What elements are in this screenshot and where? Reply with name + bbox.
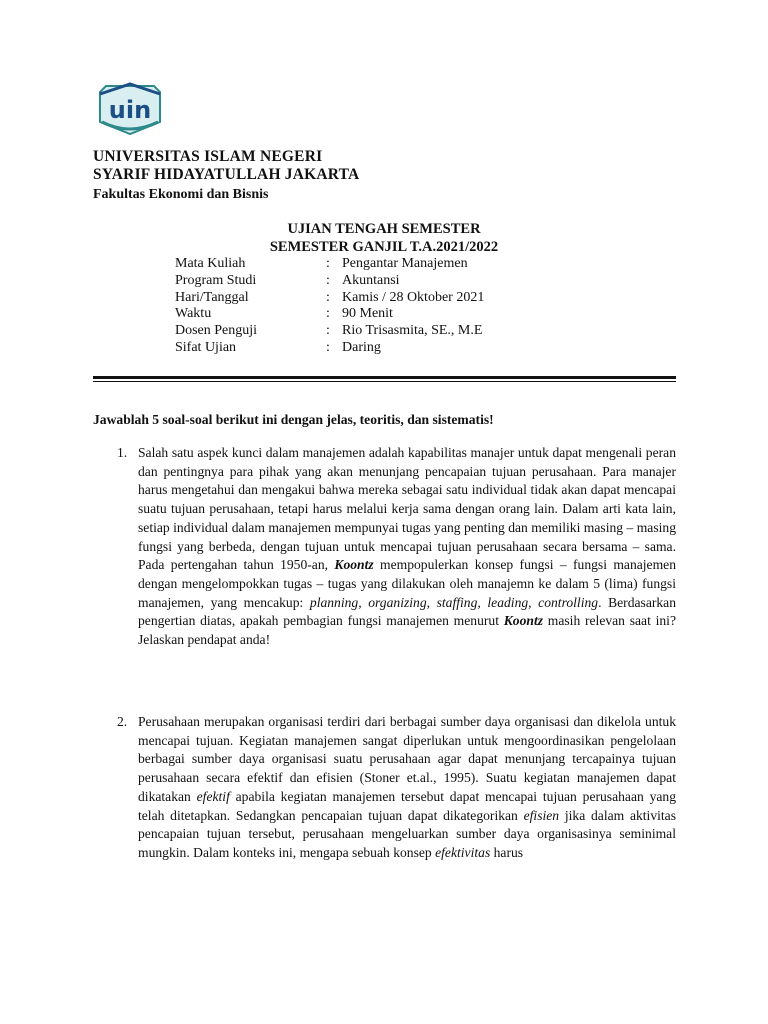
info-separator: : bbox=[326, 323, 330, 339]
university-name-line2: SYARIF HIDAYATULLAH JAKARTA bbox=[93, 166, 360, 183]
info-label: Sifat Ujian bbox=[175, 339, 237, 355]
question-2 bbox=[117, 713, 676, 863]
info-row bbox=[175, 256, 484, 273]
exam-info-table bbox=[175, 256, 484, 357]
info-row bbox=[175, 273, 484, 290]
koontz-name: Koontz bbox=[503, 613, 544, 629]
koontz-name: Koontz bbox=[334, 557, 374, 573]
info-separator: : bbox=[326, 272, 330, 288]
uin-logo-graphic bbox=[96, 82, 164, 136]
exam-title-line2: SEMESTER GANJIL T.A.2021/2022 bbox=[269, 239, 499, 255]
info-label: Waktu bbox=[175, 306, 212, 322]
question-number: 2. bbox=[117, 714, 128, 729]
question-text-part: Perusahaan merupakan organisasi terdiri dari berbagai sumber daya organisasi dan dikelola untuk mencapai tujuan. Kegiatan manajemen sangat diperlukan untuk mengoordinasikan pengelolaan berbagai sumber daya organisasi suatu perusahaan agar dapat menunjang tercapainya tujuan perusahaan secara efektif dan efisien (Stoner et.al., 1995). Suatu kegiatan manajemen dapat dikatakan bbox=[138, 714, 676, 804]
question-text-part: . Berdasarkan pengertian diatas, apakah pembagian fungsi manajemen menurut bbox=[138, 594, 677, 629]
logo-text: uin bbox=[108, 96, 152, 124]
question-text bbox=[138, 713, 676, 863]
info-label: Program Studi bbox=[175, 272, 257, 288]
info-separator: : bbox=[326, 256, 330, 271]
info-label: Hari/Tanggal bbox=[175, 289, 249, 305]
info-value: Rio Trisasmita, SE., M.E bbox=[342, 323, 483, 339]
info-value: Daring bbox=[342, 339, 381, 355]
question-text bbox=[138, 444, 676, 650]
info-label: Mata Kuliah bbox=[175, 256, 246, 271]
faculty-name: Fakultas Ekonomi dan Bisnis bbox=[93, 187, 269, 202]
question-text-part: jika dalam aktivitas pencapaian tujuan tersebut, perusahaan mengeluarkan sumber daya organisasinya seminimal mungkin. Dalam konteks ini, mengapa sebuah konsep bbox=[138, 807, 677, 860]
info-separator: : bbox=[326, 289, 330, 305]
info-value: 90 Menit bbox=[342, 306, 393, 322]
header-divider-thick bbox=[93, 376, 676, 379]
term-efektif: efektif bbox=[196, 788, 230, 804]
info-row bbox=[175, 290, 484, 307]
question-text-part: mempopulerkan konsep fungsi – fungsi manajemen dengan mengelompokkan tugas – tugas yang dilakukan oleh manajemn ke dalam 5 (lima) fungsi manajemen, yang mencakup: bbox=[138, 557, 676, 610]
info-row bbox=[175, 340, 484, 357]
term-efisien: efisien bbox=[523, 807, 560, 823]
question-text-part: masih relevan saat ini? Jelaskan pendapat anda! bbox=[138, 613, 676, 648]
question-1 bbox=[117, 444, 676, 650]
exam-title bbox=[0, 220, 768, 256]
university-name-line1: UNIVERSITAS ISLAM NEGERI bbox=[93, 148, 323, 165]
info-value: Kamis / 28 Oktober 2021 bbox=[342, 289, 485, 305]
question-text-part: Salah satu aspek kunci dalam manajemen adalah kapabilitas manajer untuk dapat mengenali peran dan pentingnya para pihak yang akan menunjang pencapaian tujuan perusahaan. Para manajer harus mengetahui dan mengakui bahwa mereka sebagai satu individual tidak akan dapat mencapai suatu tujuan perusahaan, tetapi harus melalui kerja sama dengan orang lain. Dalam arti kata lain, setiap individual dalam manajemen mempunyai tugas yang penting dan memiliki masing – masing fungsi yang berbeda, dengan tujuan untuk mencapai tujuan perusahaan secara bersama – sama. Pada pertengahan tahun 1950-an, bbox=[138, 445, 676, 573]
university-header bbox=[93, 148, 359, 204]
question-text-part: apabila kegiatan manajemen tersebut dapat mencapai tujuan perusahaan yang telah ditetapkan. Sedangkan pencapaian tujuan dapat dikategorikan bbox=[138, 788, 676, 823]
info-value: Akuntansi bbox=[342, 272, 400, 288]
question-text-part: harus bbox=[490, 844, 524, 860]
term-efektivitas: efektivitas bbox=[435, 844, 491, 860]
info-row bbox=[175, 323, 484, 340]
question-number: 1. bbox=[117, 445, 128, 460]
exam-instruction: Jawablah 5 soal-soal berikut ini dengan jelas, teoritis, dan sistematis! bbox=[93, 412, 494, 427]
info-separator: : bbox=[326, 339, 330, 355]
info-row bbox=[175, 306, 484, 323]
exam-title-line1: UJIAN TENGAH SEMESTER bbox=[287, 221, 481, 237]
uin-logo bbox=[96, 82, 164, 136]
header-divider-thin bbox=[93, 381, 676, 382]
info-label: Dosen Penguji bbox=[175, 323, 258, 339]
info-value: Pengantar Manajemen bbox=[342, 256, 468, 271]
info-separator: : bbox=[326, 306, 330, 322]
management-functions: planning, organizing, staffing, leading, controlling bbox=[309, 594, 599, 610]
